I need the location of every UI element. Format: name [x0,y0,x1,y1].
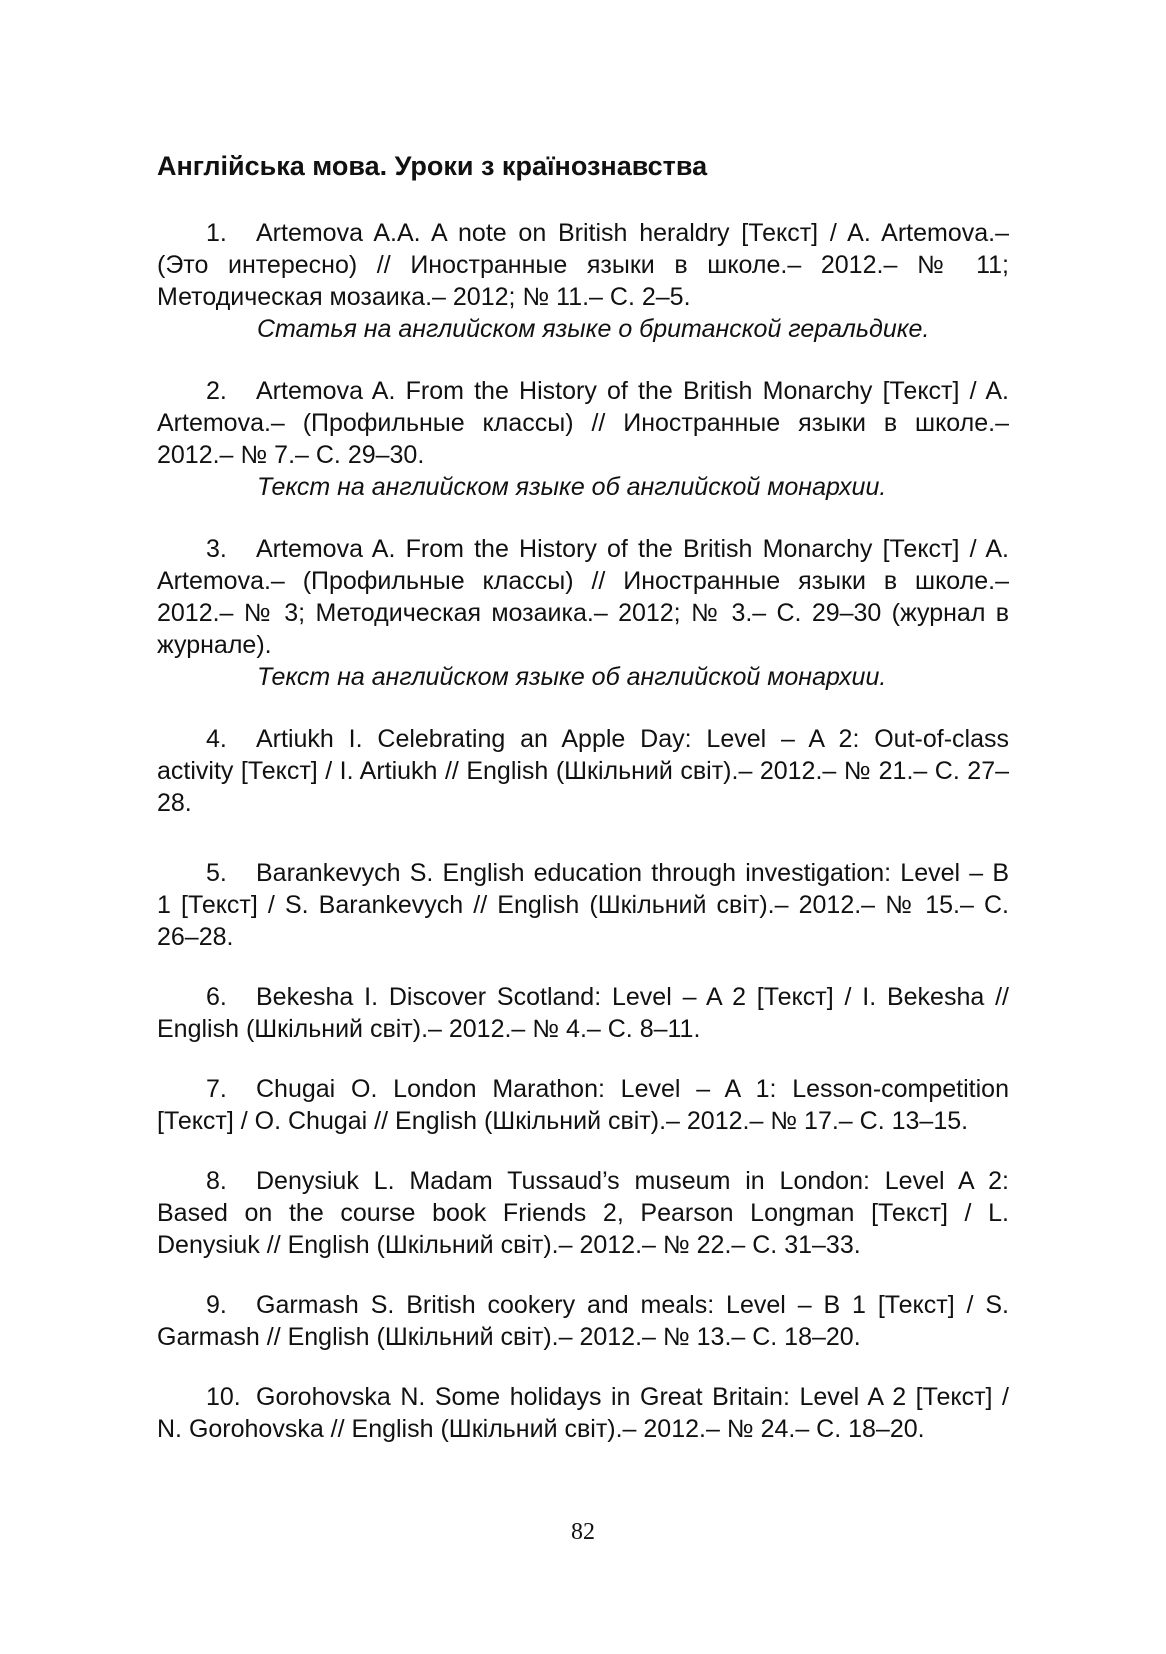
entry-number: 1. [206,219,227,247]
section-title: Англійська мова. Уроки з країнознавства [157,151,708,181]
bibliography-entry [157,1289,1009,1353]
bibliography-entry [157,375,1009,503]
entry-number: 4. [206,725,227,753]
entry-annotation: Текст на английском языке об английской монархии. [257,663,887,691]
page-content [157,150,1009,1475]
entry-text: Artemova A. From the History of the British Monarchy [Текст] / A. Artemova.– (Профильные классы) // Иностранные языки в школе.– 2012.– № 3; Методическая мозаика.– 2012; № 3.– С. 29–30 (журнал в журнале). [157,535,1009,659]
entry-text: Chugai O. London Marathon: Level – A 1: Lesson-competition [Текст] / O. Chugai // English (Шкільний світ).– 2012.– № 17.– С. 13–15. [157,1075,1009,1135]
bibliography-entry [157,1073,1009,1137]
bibliography-entry [157,1165,1009,1261]
bibliography-entry [157,981,1009,1045]
entry-number: 5. [206,859,227,887]
entry-number: 8. [206,1167,227,1195]
entry-text: Artiukh I. Celebrating an Apple Day: Level – A 2: Out-of-class activity [Текст] / I. Artiukh // English (Шкільний світ).– 2012.– № 21.– С. 27–28. [157,725,1009,817]
entry-text: Bekesha I. Discover Scotland: Level – A 2 [Текст] / I. Bekesha // English (Шкільний світ).– 2012.– № 4.– С. 8–11. [157,983,1009,1043]
entry-annotation: Текст на английском языке об английской монархии. [257,473,887,501]
bibliography-entry [157,1381,1009,1445]
page-number: 82 [571,1519,595,1545]
bibliography-entry [157,857,1009,953]
entry-text: Denysiuk L. Madam Tussaud’s museum in London: Level A 2: Based on the course book Friends 2, Pearson Longman [Текст] / L. Denysiuk // English (Шкільний світ).– 2012.– № 22.– С. 31–33. [157,1167,1009,1259]
entry-text: Artemova A.A. A note on British heraldry [Текст] / A. Artemova.– (Это интересно) // Иностранные языки в школе.– 2012.– № 11; Методическая мозаика.– 2012; № 11.– С. 2–5. [157,219,1009,311]
bibliography-entry [157,723,1009,819]
entry-text: Gorohovska N. Some holidays in Great Britain: Level A 2 [Текст] / N. Gorohovska // English (Шкільний світ).– 2012.– № 24.– С. 18–20. [157,1383,1009,1443]
entry-number: 2. [206,377,227,405]
entry-number: 10. [206,1383,241,1411]
entry-number: 3. [206,535,227,563]
entry-number: 7. [206,1075,227,1103]
entry-text: Barankevych S. English education through investigation: Level – B 1 [Текст] / S. Barankevych // English (Шкільний світ).– 2012.– № 15.– С. 26–28. [157,859,1009,951]
entry-number: 9. [206,1291,227,1319]
bibliography-entry [157,533,1009,693]
entry-text: Artemova A. From the History of the British Monarchy [Текст] / A. Artemova.– (Профильные классы) // Иностранные языки в школе.– 2012.– № 7.– С. 29–30. [157,377,1009,469]
bibliography-entry [157,217,1009,345]
entry-number: 6. [206,983,227,1011]
entry-annotation: Статья на английском языке о британской геральдике. [257,315,930,343]
entry-text: Garmash S. British cookery and meals: Level – B 1 [Текст] / S. Garmash // English (Шкільний світ).– 2012.– № 13.– С. 18–20. [157,1291,1009,1351]
